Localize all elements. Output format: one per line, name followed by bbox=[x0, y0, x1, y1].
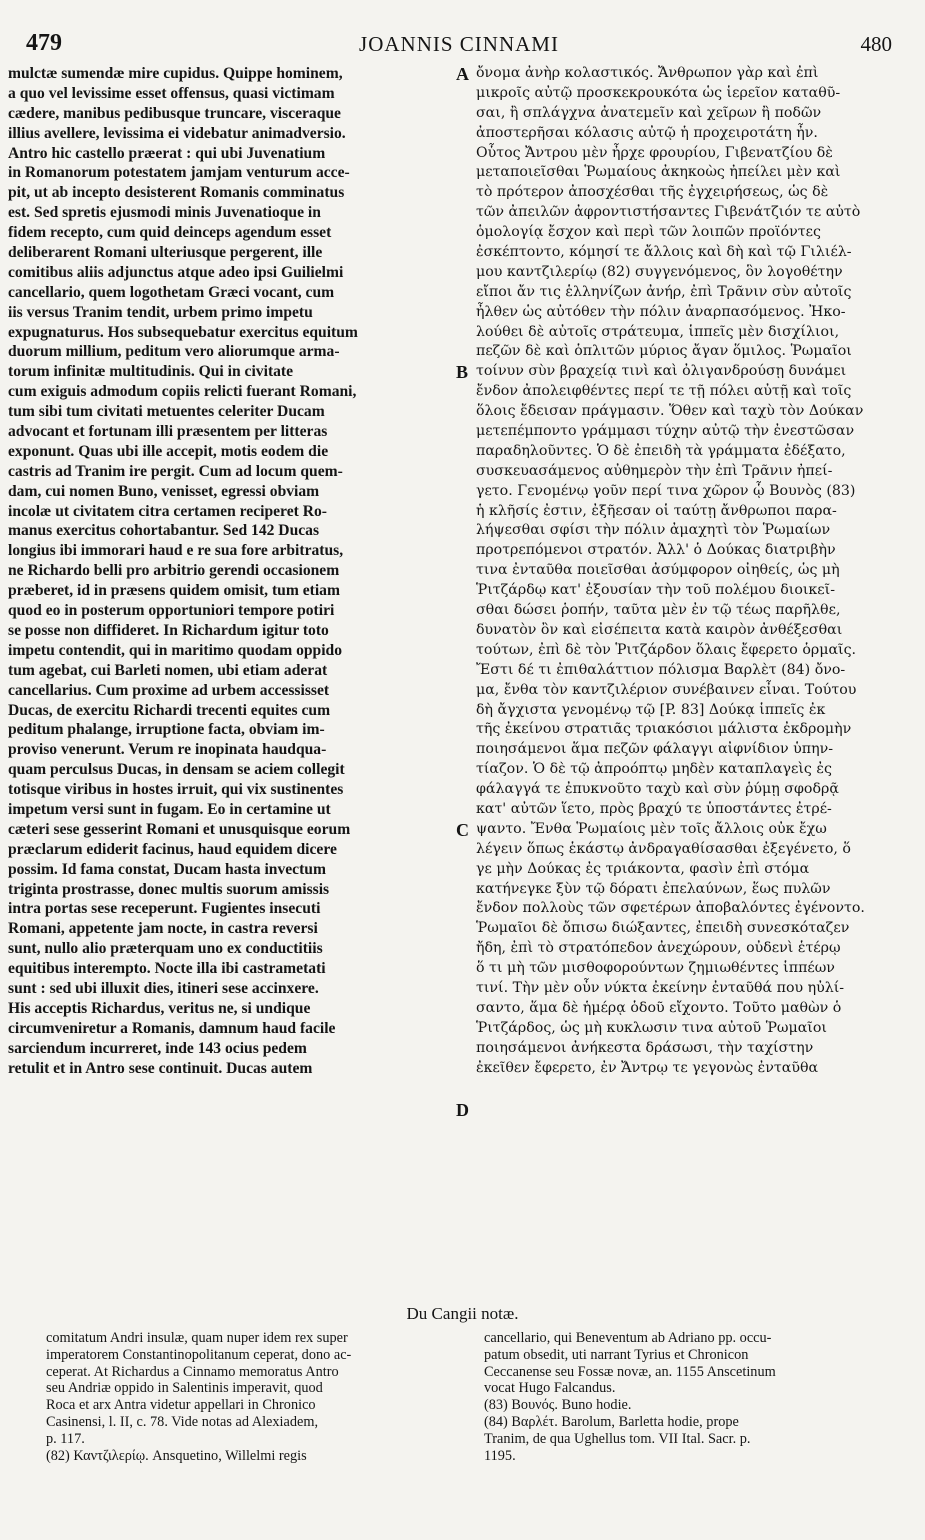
latin-text-line: sunt, nullo alio præterquam uno ex conductitiis bbox=[8, 940, 323, 958]
notes-title: Du Cangii notæ. bbox=[406, 1304, 519, 1323]
greek-text-line: Ῥωμαῖοι δὲ ὄπισω διώξαντες, ἐπειδὴ συνεσκόταζεν bbox=[476, 920, 850, 937]
greek-text-line: δυνατὸν ὂν καὶ εἰσέπειτα κατὰ καιρὸν ἀνθέξεσθαι bbox=[476, 621, 843, 638]
note-line: 1195. bbox=[484, 1447, 516, 1464]
note-line: Ceccanense seu Fossæ novæ, an. 1155 Anscetinum bbox=[484, 1363, 776, 1380]
latin-text-line: castris ad Tranim ire pergit. Cum ad locum quem- bbox=[8, 462, 343, 480]
latin-text-line: cædere, manibus pedibusque truncare, visceraque bbox=[8, 104, 341, 122]
greek-text-line: ποιησάμενοι ἀνήκεστα δράσωσι, τὴν ταχίστην bbox=[476, 1039, 814, 1056]
note-line: (84) Βαρλέτ. Barolum, Barletta hodie, prope bbox=[484, 1413, 739, 1430]
latin-text-line: duorum millium, peditum vero aliorumque arma- bbox=[8, 343, 340, 361]
greek-text-line: πεζῶν δὲ καὶ ὁπλιτῶν μύριος ἄγαν ὅμιλος. Ῥωμαῖοι bbox=[476, 343, 852, 360]
note-line: vocat Hugo Falcandus. bbox=[484, 1380, 616, 1397]
greek-text-line: τίαζον. Ὁ δὲ τῷ ἀπροόπτῳ μηδὲν καταπλαγεὶς ἐς bbox=[476, 761, 832, 778]
latin-text-line: triginta prostrasse, donec multis suorum amissis bbox=[8, 880, 330, 898]
latin-text-line: a quo vel levissime esset offensus, quasi victimam bbox=[8, 84, 335, 102]
latin-text-line: peditum phalange, irruptione facta, obviam im- bbox=[8, 721, 325, 739]
latin-text-line: circumveniretur a Romanis, damnum haud facile bbox=[8, 1019, 336, 1037]
margin-letter-b: B bbox=[456, 362, 469, 382]
greek-text-line: προτρεπόμενοι στρατόν. Ἀλλ' ὁ Δούκας διατριβὴν bbox=[476, 542, 836, 559]
note-line: seu Andriæ oppido in Salentinis imperavit, quod bbox=[46, 1380, 323, 1397]
greek-text-line: τὸ πρότερον ἀποσχέσθαι τῆς ἐγχειρήσεως, ὡς δὲ bbox=[476, 184, 829, 201]
note-line: cancellario, qui Beneventum ab Adriano pp. occu- bbox=[484, 1330, 772, 1346]
latin-text-line: expugnaturus. Hos subsequebatur exercitus equitum bbox=[8, 323, 358, 341]
latin-text-line: fidem recepto, cum quid deinceps agendum esset bbox=[8, 224, 332, 242]
latin-text-line: impetu contendit, qui in maritimo quodam oppido bbox=[8, 641, 343, 659]
greek-text-line: γε μὴν Δούκας ἐς τριάκοντα, φασὶν ἐπὶ στόμα bbox=[476, 860, 810, 877]
note-line: Tranim, de qua Ughellus tom. VII Ital. Sacr. p. bbox=[484, 1430, 751, 1447]
greek-text-line: ὅλοις ἔδεισαν πράγμασιν. Ὅθεν καὶ ταχὺ τὸν Δούκαν bbox=[476, 403, 864, 420]
latin-text-line: Ducas, de exercitu Richardi trecenti equites cum bbox=[8, 701, 331, 719]
note-line: Roca et arx Antra videtur appellari in Chronico bbox=[46, 1397, 316, 1414]
latin-text-line: sunt : sed ubi illuxit dies, itineri sese accinxere. bbox=[8, 979, 319, 997]
latin-column bbox=[8, 64, 458, 1078]
note-line: comitatum Andri insulæ, quam nuper idem rex super bbox=[46, 1330, 348, 1346]
greek-text-line: φάλαγγά τε ἐπυκνοῦτο ταχὺ καὶ σὺν ῥύμῃ σφοδρᾷ bbox=[476, 781, 839, 798]
greek-text-line: ὄνομα ἀνὴρ κολαστικός. Ἄνθρωπον γὰρ καὶ ἐπὶ bbox=[476, 65, 819, 81]
greek-text-line: ἡ κλῆσίς ἐστιν, ἐξῆεσαν οἱ ταύτῃ ἄνθρωποι παρα- bbox=[476, 502, 837, 519]
greek-text-line: παραδηλοῦντες. Ὁ δὲ ἐπειδὴ τὰ γράμματα ἐδέξατο, bbox=[476, 442, 846, 459]
greek-text-line: μου καντζιλερίῳ (82) συγγενόμενος, ὃν λογοθέτην bbox=[476, 263, 843, 280]
greek-text-line: γετο. Γενομένῳ γοῦν περί τινα χῶρον ᾧ Βουνὸς (83) bbox=[476, 482, 856, 499]
note-line: imperatorem Constantinopolitanum ceperat, dono ac- bbox=[46, 1346, 352, 1363]
latin-text-line: torum infinitæ multitudinis. Qui in civitate bbox=[8, 363, 294, 381]
greek-text-line: σθαι δώσει ῥοπήν, ταῦτα μὲν ἐν τῷ τέως παρῆλθε, bbox=[476, 602, 841, 619]
margin-letter-a: A bbox=[456, 64, 469, 84]
note-line: p. 117. bbox=[46, 1430, 85, 1447]
latin-text-line: possim. Id fama constat, Ducam hasta invectum bbox=[8, 860, 326, 878]
greek-text-line: τινα ἐνταῦθα ποιεῖσθαι ἀσύμφορον οἰηθείς, ὡς μὴ bbox=[476, 562, 840, 579]
latin-text-line: se posse non diffideret. In Richardum igitur toto bbox=[8, 621, 329, 639]
greek-text-line: Οὗτος Ἄντρου μὲν ἦρχε φρουρίου, Γιβενατζίου δὲ bbox=[476, 144, 833, 161]
greek-text-line: ἐκεῖθεν ἔφερετο, ἐν Ἄντρῳ τε γεγονὼς ἐνταῦθα bbox=[476, 1059, 819, 1076]
greek-text-line: τούτων, ἐπὶ δὲ τὸν Ῥιτζάρδον ὅλαις ἔφερετο ὁρμαῖς. bbox=[476, 641, 857, 658]
greek-text-line: μα, ἔνθα τὸν καντζιλέριον συνέβαινεν εἶναι. Τούτου bbox=[476, 681, 857, 698]
page-number-right: 480 bbox=[860, 32, 892, 56]
greek-text-line: ὁμολογίᾳ ἔσχον καὶ περὶ τῶν λοιπῶν προϊόντες bbox=[476, 224, 821, 241]
note-line: (83) Βουνός. Buno hodie. bbox=[484, 1397, 632, 1414]
greek-text-line: τῶν ἀπειλῶν ἀφροντιστήσαντες Γιβενάτζιόν τε αὐτὸ bbox=[476, 204, 861, 221]
greek-text-line: ἦλθεν ὡς αὐτόθεν τὴν πόλιν ἀναρπασόμενος. Ἠκο- bbox=[476, 303, 846, 320]
greek-text-line: Ἔστι δέ τι ἐπιθαλάττιον πόλισμα Βαρλὲτ (84) ὄνο- bbox=[476, 661, 846, 678]
latin-text-line: cancellarius. Cum proxime ad urbem accessisset bbox=[8, 681, 330, 699]
latin-text-line: tum sibi tum civitati metuentes celeriter Ducam bbox=[8, 403, 325, 421]
margin-letter-c: C bbox=[456, 820, 469, 840]
latin-text-line: intra portas sese receperunt. Fugientes insecuti bbox=[8, 900, 321, 918]
latin-text-line: manus exercitus cohortabantur. Sed 142 Ducas bbox=[8, 522, 320, 540]
greek-column bbox=[476, 64, 896, 1078]
latin-text-line: Romani, appetente jam nocte, in castra reversi bbox=[8, 920, 318, 938]
latin-text-line: sarciendum incurreret, inde 143 ocius pedem bbox=[8, 1039, 307, 1057]
greek-text-line: τοίνυν σὺν βραχείᾳ τινὶ καὶ ὀλιγανδρούσῃ δυνάμει bbox=[476, 363, 847, 380]
latin-text-line: præberet, id in præsens quidem omisit, tum etiam bbox=[8, 582, 340, 600]
running-title: JOANNIS CINNAMI bbox=[359, 32, 559, 56]
latin-text-line: impetum versi sunt in fugam. Eo in certamine ut bbox=[8, 800, 331, 818]
note-line: Casinensi, l. II, c. 78. Vide notas ad Alexiadem, bbox=[46, 1413, 319, 1430]
latin-text-line: illius avellere, levissima ei videbatur animadversio. bbox=[8, 124, 346, 142]
latin-text-line: exponunt. Quas ubi ille accepit, motis eodem die bbox=[8, 442, 329, 460]
greek-text-line: σαι, ἢ σπλάγχνα ἀνατεμεῖν καὶ χεῖρων ἢ ποδῶν bbox=[476, 104, 822, 121]
page-number-left: 479 bbox=[26, 30, 62, 56]
latin-text-line: cancellario, quem logothetam Græci vocant, cum bbox=[8, 283, 335, 301]
greek-text-line: εἴποι ἄν τις ἑλληνίζων ἀνήρ, ἐπὶ Τρᾶνιν σὺν αὐτοῖς bbox=[476, 283, 852, 300]
greek-text-line: μετεπέμποντο γράμμασι τύχην αὐτῷ τὴν ἐνεστῶσαν bbox=[476, 423, 855, 440]
greek-text-line: Ῥιτζάρδῳ κατ' ἐξουσίαν τὴν τοῦ πολέμου διοικεῖ- bbox=[476, 582, 836, 599]
greek-text-line: ποιησάμενοι ἅμα πεζῶν φάλαγγι αἰφνίδιον ὑπην- bbox=[476, 741, 833, 758]
note-line: ceperat. At Richardus a Cinnamo memoratus Antro bbox=[46, 1363, 339, 1380]
greek-text-line: συσκευασάμενος αὐθημερὸν τὴν ἐπὶ Τρᾶνιν ἠπεί- bbox=[476, 462, 833, 479]
latin-text-line: cum exiguis admodum copiis relicti fuerant Romani, bbox=[8, 383, 357, 401]
latin-text-line: His acceptis Richardus, veritus ne, si undique bbox=[8, 999, 311, 1017]
latin-text-line: longius ibi immorari haud e re sua fore arbitratus, bbox=[8, 542, 344, 560]
latin-text-line: quam perculsus Ducas, in densam se aciem collegit bbox=[8, 761, 345, 779]
latin-text-line: equitibus interempto. Nocte illa ibi castrametati bbox=[8, 960, 326, 978]
latin-text-line: deliberarent Romani ulteriusque pergerent, ille bbox=[8, 244, 323, 262]
latin-text-line: ne Richardo belli pro arbitrio gerendi occasionem bbox=[8, 562, 340, 580]
latin-text-line: Antro hic castello præerat : qui ubi Juvenatium bbox=[8, 144, 326, 162]
latin-text-line: est. Sed spretis ejusmodi minis Juvenatioque in bbox=[8, 204, 321, 222]
latin-text-line: retulit et in Antro sese continuit. Ducas autem bbox=[8, 1059, 313, 1077]
greek-text-line: ἤδη, ἐπὶ τὸ στρατόπεδον ἀνεχώρουν, οὐδενὶ ἑτέρῳ bbox=[476, 940, 841, 957]
latin-text-line: comitibus aliis adjunctus atque adeo ipsi Guilielmi bbox=[8, 263, 344, 281]
note-line: (82) Καντζιλερίῳ. Ansquetino, Willelmi regis bbox=[46, 1447, 307, 1464]
greek-text-line: σαντο, ἅμα δὲ ἡμέρᾳ ὁδοῦ εἴχοντο. Τοῦτο μαθὼν ὁ bbox=[476, 999, 842, 1016]
greek-text-line: δὴ ἄγχιστα γενομένῳ τῷ [P. 83] Δούκᾳ ἱππεῖς ἐκ bbox=[476, 701, 826, 718]
latin-text-line: tum agebat, cui Barleti nomen, ubi etiam aderat bbox=[8, 661, 328, 679]
greek-text-line: μικροῖς αὐτῷ προσκεκρουκότα ὡς ἱερεῖον καταθῦ- bbox=[476, 84, 841, 101]
greek-text-line: λούθει δὲ αὐτοῖς στράτευμα, ἱππεῖς μὲν δισχίλιοι, bbox=[476, 323, 840, 340]
greek-text-line: κατήνεγκε ξὺν τῷ δόρατι ἐπελαύνων, ἕως πυλῶν bbox=[476, 880, 831, 897]
latin-text-line: præclarum ediderit facinus, haud equidem dicere bbox=[8, 840, 337, 858]
latin-text-line: incolæ ut civitatem citra certamen reciperet Ro- bbox=[8, 502, 327, 520]
greek-text-line: λέγειν ὅπως ἑκάστῳ ἀνδραγαθίσασθαι ἐξεγένετο, ὅ bbox=[476, 840, 851, 857]
note-line: patum obsedit, uti narrant Tyrius et Chronicon bbox=[484, 1346, 749, 1363]
greek-text-line: Ῥιτζάρδος, ὡς μὴ κυκλωσιν τινα αὐτοῦ Ῥωμαῖοι bbox=[476, 1019, 827, 1036]
greek-text-line: ἔνδον ἀπολειφθέντες περί τε τῇ πόλει αὐτῇ καὶ τοῖς bbox=[476, 383, 852, 400]
notes-left-column bbox=[46, 1330, 466, 1464]
greek-text-line: ἐσκέπτοντο, κόμησί τε ἄλλοις καὶ δὴ καὶ τῷ Γιλιέλ- bbox=[476, 244, 852, 261]
latin-text-line: proviso venerunt. Verum re inopinata haudqua- bbox=[8, 741, 327, 759]
greek-text-line: ψαντο. Ἔνθα Ῥωμαίοις μὲν τοῖς ἄλλοις οὐκ ἔχω bbox=[476, 820, 827, 837]
latin-text-line: in Romanorum potestatem jamjam venturum acce- bbox=[8, 164, 350, 182]
greek-text-line: τῆς ἐκείνου στρατιᾶς τριακόσιοι μάλιστα ἐκδρομὴν bbox=[476, 721, 852, 738]
latin-text-line: pit, ut ab incepto desisterent Romanis comminatus bbox=[8, 184, 345, 202]
greek-text-line: τινί. Τὴν μὲν οὖν νύκτα ἐκείνην ἐνταῦθά που ηὐλί- bbox=[476, 979, 845, 996]
latin-text-line: advocant et fortunam illi præsentem per litteras bbox=[8, 423, 328, 441]
greek-text-line: κατ' αὐτῶν ἵετο, πρὸς βραχύ τε ὑποστάντες ἐτρέ- bbox=[476, 800, 832, 817]
latin-text-line: cæteri sese gesserint Romani et unusquisque eorum bbox=[8, 820, 351, 838]
latin-text-line: mulctæ sumendæ mire cupidus. Quippe hominem, bbox=[8, 65, 343, 82]
greek-text-line: μεταποιεῖσθαι Ῥωμαίους ἀκηκοὼς ἠπείλει μὲν καὶ bbox=[476, 164, 841, 181]
notes-right-column bbox=[484, 1330, 904, 1464]
latin-text-line: iis versus Tranim tendit, urbem primo impetu bbox=[8, 303, 313, 321]
latin-text-line: dam, cui nomen Buno, venisset, egressi obviam bbox=[8, 482, 320, 500]
greek-text-line: ἔνδον πολλοὺς τῶν σφετέρων ἀποβαλόντες ἐγένοντο. bbox=[476, 900, 865, 917]
page-header bbox=[26, 30, 892, 60]
greek-text-line: ὅ τι μὴ τῶν μισθοφορούντων ζημιωθέντες ἱππέων bbox=[476, 960, 835, 977]
latin-text-line: totisque viribus in hostes irruit, qui vix sustinentes bbox=[8, 781, 344, 799]
margin-letter-d: D bbox=[456, 1100, 469, 1120]
greek-text-line: λήψεσθαι σφίσι τὴν πόλιν ἀμαχητὶ τὸν Ῥωμαίων bbox=[476, 522, 831, 539]
greek-text-line: ἀποστερῆσαι κόλασις αὐτῷ ἡ προχειροτάτη ἦν. bbox=[476, 124, 818, 141]
latin-text-line: quod eo in posterum opportuniori tempore potiri bbox=[8, 602, 335, 620]
